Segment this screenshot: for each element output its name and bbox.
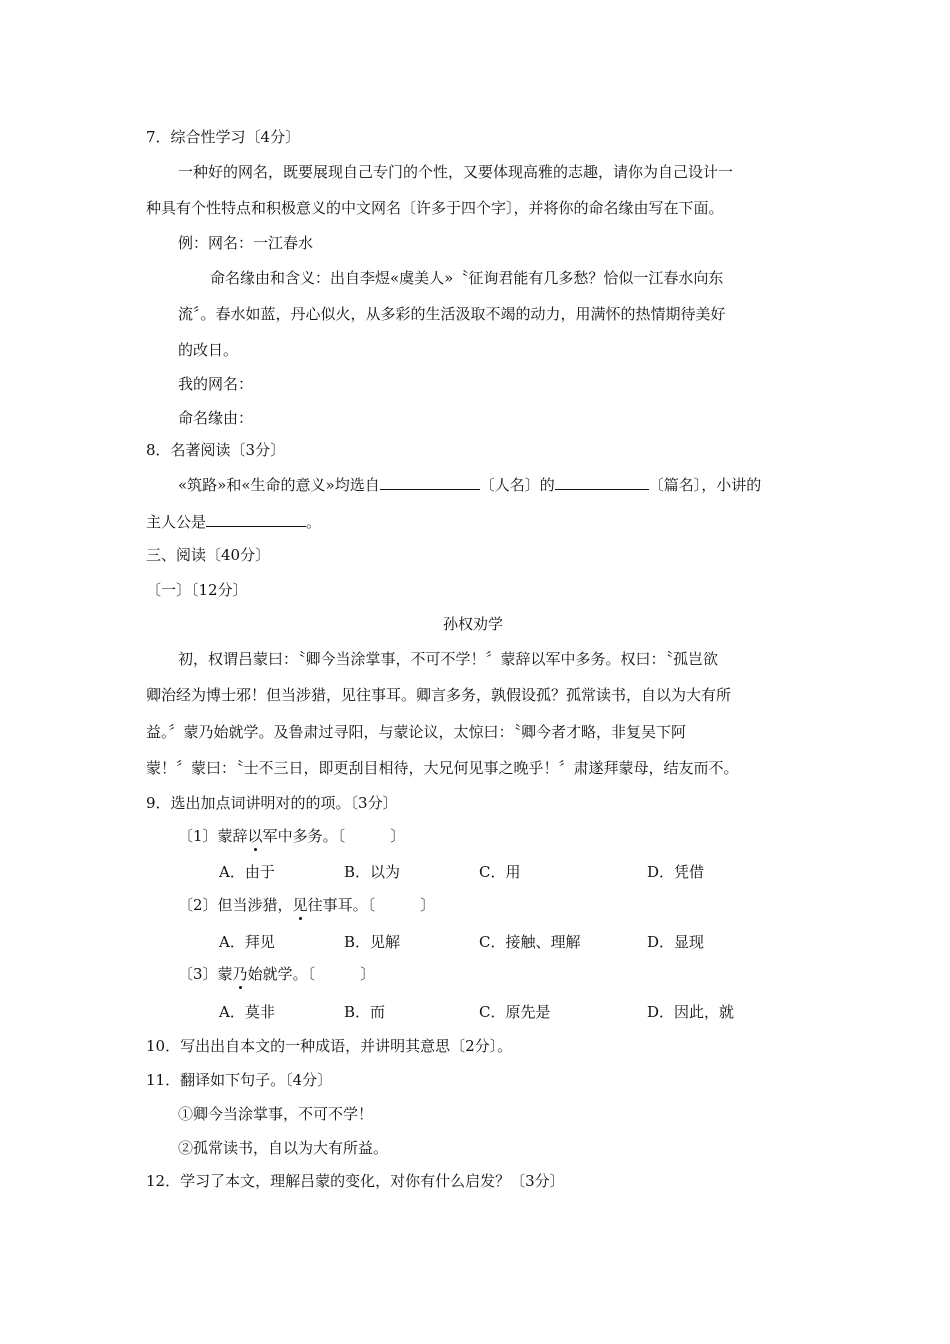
q9-s1-dotted-word: 以 (247, 827, 263, 845)
q8-heading: 8．名著阅读〔3分〕 (146, 441, 286, 459)
section-3-heading: 三、阅读〔40分〕 (146, 546, 271, 564)
q9-s2-option-a[interactable]: A．拜见 (219, 933, 275, 951)
q9-s3-option-d[interactable]: D．因此，就 (647, 1003, 735, 1021)
q8-text-d: 主人公是 (146, 513, 207, 531)
q9-s1-post: 军中多务。〔 〕 (262, 827, 406, 845)
q9-s3-pre: 〔3〕蒙 (178, 965, 233, 983)
q7-reason-line-3: 的改日。 (178, 341, 239, 359)
q7-example: 例：网名：一江春水 (178, 234, 314, 252)
section-3-sub-heading: 〔一〕〔12分〕 (146, 581, 248, 599)
q9-s2-pre: 〔2〕但当涉猎， (178, 896, 293, 914)
q8-text-c: 〔篇名〕，小讲的 (648, 476, 762, 494)
q9-s3-post: 始就学。〔 〕 (247, 965, 376, 983)
q9-s2-option-b[interactable]: B．见解 (344, 933, 401, 951)
q10-heading: 10．写出出自本文的一种成语，并讲明其意思〔2分〕。 (146, 1037, 513, 1055)
q11-heading: 11．翻译如下句子。〔4分〕 (146, 1071, 333, 1089)
q9-s2-dotted-word: 见 (292, 896, 308, 914)
q12-heading: 12．学习了本文，理解吕蒙的变化，对你有什么启发？〔3分〕 (146, 1172, 565, 1190)
q9-s2-option-d[interactable]: D．显现 (647, 933, 705, 951)
q9-s2-option-c[interactable]: C．接触、理解 (479, 933, 581, 951)
q7-my-name-label: 我的网名： (178, 375, 254, 393)
q7-paragraph-line-2: 种具有个性特点和积极意义的中文网名〔许多于四个字〕，并将你的命名缘由写在下面。 (146, 199, 724, 217)
author-blank[interactable] (380, 474, 480, 490)
title-blank[interactable] (555, 474, 649, 490)
q9-heading: 9．选出加点词讲明对的的项。〔3分〕 (146, 794, 398, 812)
q7-reason-line-1: 命名缘由和含义：出自李煜«虞美人»〝征询君能有几多愁？恰似一江春水向东 (210, 269, 724, 287)
q9-s3-option-c[interactable]: C．原先是 (479, 1003, 551, 1021)
q9-s2-post: 往事耳。〔 〕 (307, 896, 436, 914)
q9-s1-option-a[interactable]: A．由于 (219, 863, 275, 881)
q11-item-2: ②孤常读书，自以为大有所益。 (178, 1139, 389, 1157)
q9-s1-option-b[interactable]: B．以为 (344, 863, 401, 881)
q8-text-e: 。 (306, 513, 322, 531)
q9-s3-dotted-word: 乃 (232, 965, 248, 983)
q8-text-a: «筑路»和«生命的意义»均选自 (178, 476, 380, 494)
passage-line-2: 卿治经为博士邪！但当涉猎，见往事耳。卿言多务，孰假设孤？孤常读书，自以为大有所 (146, 686, 732, 704)
q9-s3-option-b[interactable]: B．而 (344, 1003, 386, 1021)
q9-s1-option-c[interactable]: C．用 (479, 863, 521, 881)
q7-my-reason-label: 命名缘由： (178, 409, 254, 427)
passage-title: 孙权劝学 (443, 615, 504, 633)
passage-line-1: 初，权谓吕蒙曰：〝卿今当涂掌事，不可不学！〞蒙辞以军中多务。权曰：〝孤岂欲 (178, 650, 719, 668)
passage-line-4: 蒙！〞蒙曰：〝士不三日，即更刮目相待，大兄何见事之晚乎！〞肃遂拜蒙母，结友而不。 (146, 759, 739, 777)
q8-line-2 (146, 511, 321, 532)
q7-heading: 7．综合性学习〔4分〕 (146, 128, 301, 146)
q9-sub-question-2 (178, 895, 435, 915)
q11-item-1: ①卿今当涂掌事，不可不学！ (178, 1105, 374, 1123)
q8-text-b: 〔人名〕的 (479, 476, 555, 494)
q7-reason-line-2: 流〞。春水如蓝，丹心似火，从多彩的生活汲取不竭的动力，用满怀的热情期待美好 (178, 305, 726, 323)
q8-line-1 (178, 474, 761, 495)
q9-s3-option-a[interactable]: A．莫非 (219, 1003, 275, 1021)
q7-paragraph-line-1: 一种好的网名，既要展现自己专门的个性，又要体现高雅的志趣，请你为自己设计一 (178, 163, 734, 181)
q9-s1-pre: 〔1〕蒙辞 (178, 827, 248, 845)
q9-sub-question-3 (178, 964, 375, 984)
protagonist-blank[interactable] (206, 511, 306, 527)
passage-line-3: 益。〞蒙乃始就学。及鲁肃过寻阳，与蒙论议，太惊曰：〝卿今者才略，非复吴下阿 (146, 723, 687, 741)
q9-sub-question-1 (178, 826, 405, 846)
q9-s1-option-d[interactable]: D．凭借 (647, 863, 705, 881)
